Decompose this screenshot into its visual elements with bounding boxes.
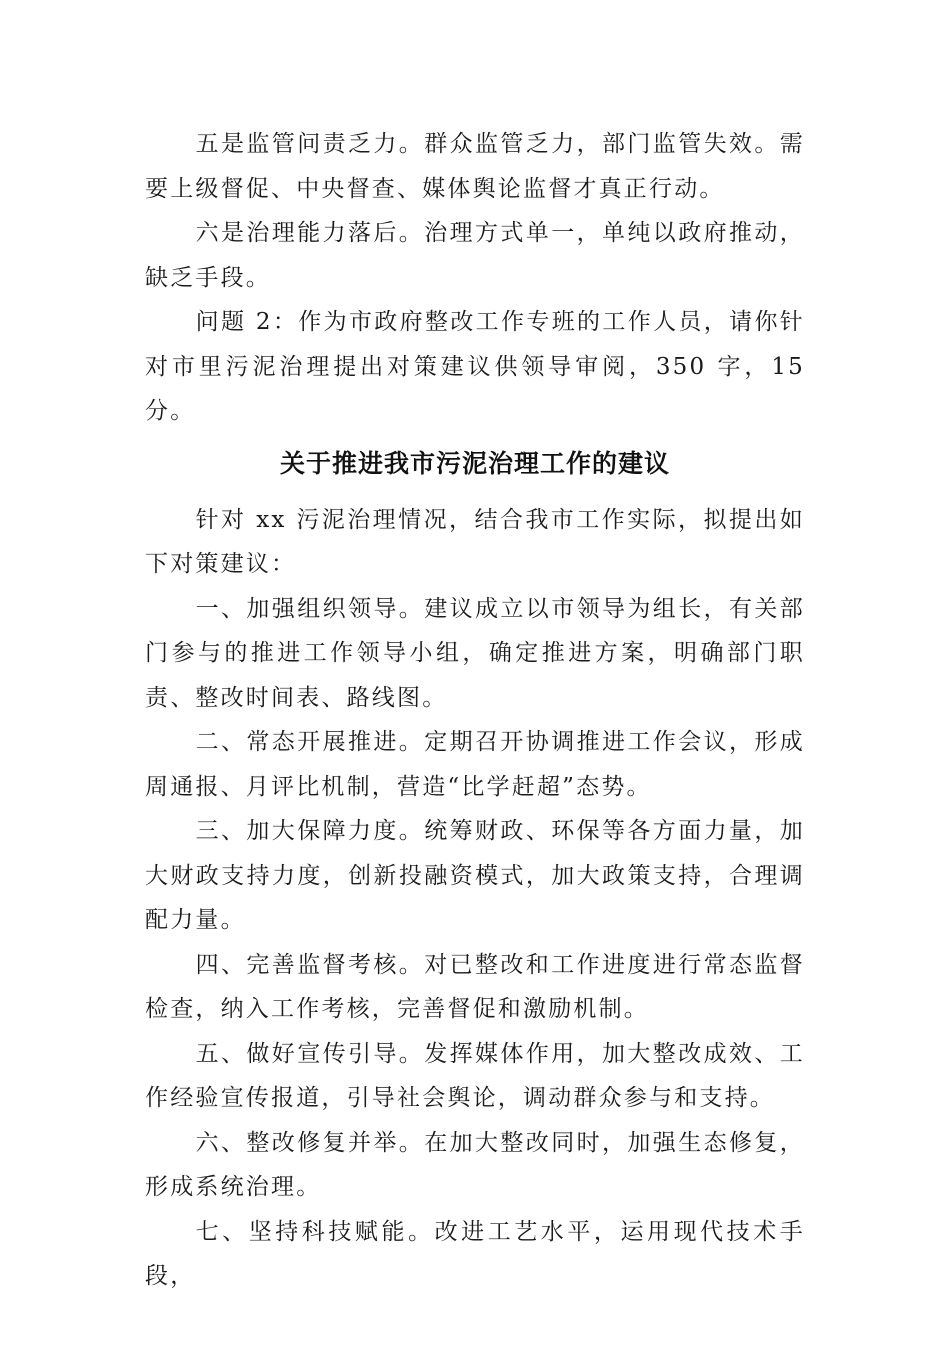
- paragraph-governance-capacity: 六是治理能力落后。治理方式单一，单纯以政府推动，缺乏手段。: [145, 220, 805, 291]
- paragraph-suggestion-3: 三、加大保障力度。统筹财政、环保等各方面力量，加大财政支持力度，创新投融资模式，加大政策支持，合理调配力量。: [145, 818, 805, 933]
- paragraph-suggestion-7: 七、坚持科技赋能。改进工艺水平，运用现代技术手段，: [145, 1218, 805, 1289]
- paragraph-suggestion-1: 一、加强组织领导。建议成立以市领导为组长，有关部门参与的推进工作领导小组，确定推进方案，明确部门职责、整改时间表、路线图。: [145, 595, 805, 711]
- paragraph-intro: 针对 xx 污泥治理情况，结合我市工作实际，拟提出如下对策建议：: [145, 506, 805, 577]
- document-body: [145, 122, 805, 1299]
- paragraph-suggestion-5: 五、做好宣传引导。发挥媒体作用，加大整改成效、工作经验宣传报道，引导社会舆论，调动群众参与和支持。: [145, 1040, 805, 1111]
- paragraph-suggestion-4: 四、完善监督考核。对已整改和工作进度进行常态监督检查，纳入工作考核，完善督促和激励机制。: [145, 951, 805, 1022]
- paragraph-supervision-accountability: 五是监管问责乏力。群众监管乏力，部门监管失效。需要上级督促、中央督查、媒体舆论监督才真正行动。: [145, 131, 805, 202]
- section-title: 关于推进我市污泥治理工作的建议: [279, 448, 670, 478]
- paragraph-suggestion-6: 六、整改修复并举。在加大整改同时，加强生态修复，形成系统治理。: [145, 1129, 805, 1200]
- paragraph-suggestion-2: 二、常态开展推进。定期召开协调推进工作会议，形成周通报、月评比机制，营造“比学赶超”态势。: [145, 729, 805, 800]
- paragraph-question-2: 问题 2：作为市政府整改工作专班的工作人员，请你针对市里污泥治理提出对策建议供领导审阅，350 字，15 分。: [145, 309, 805, 424]
